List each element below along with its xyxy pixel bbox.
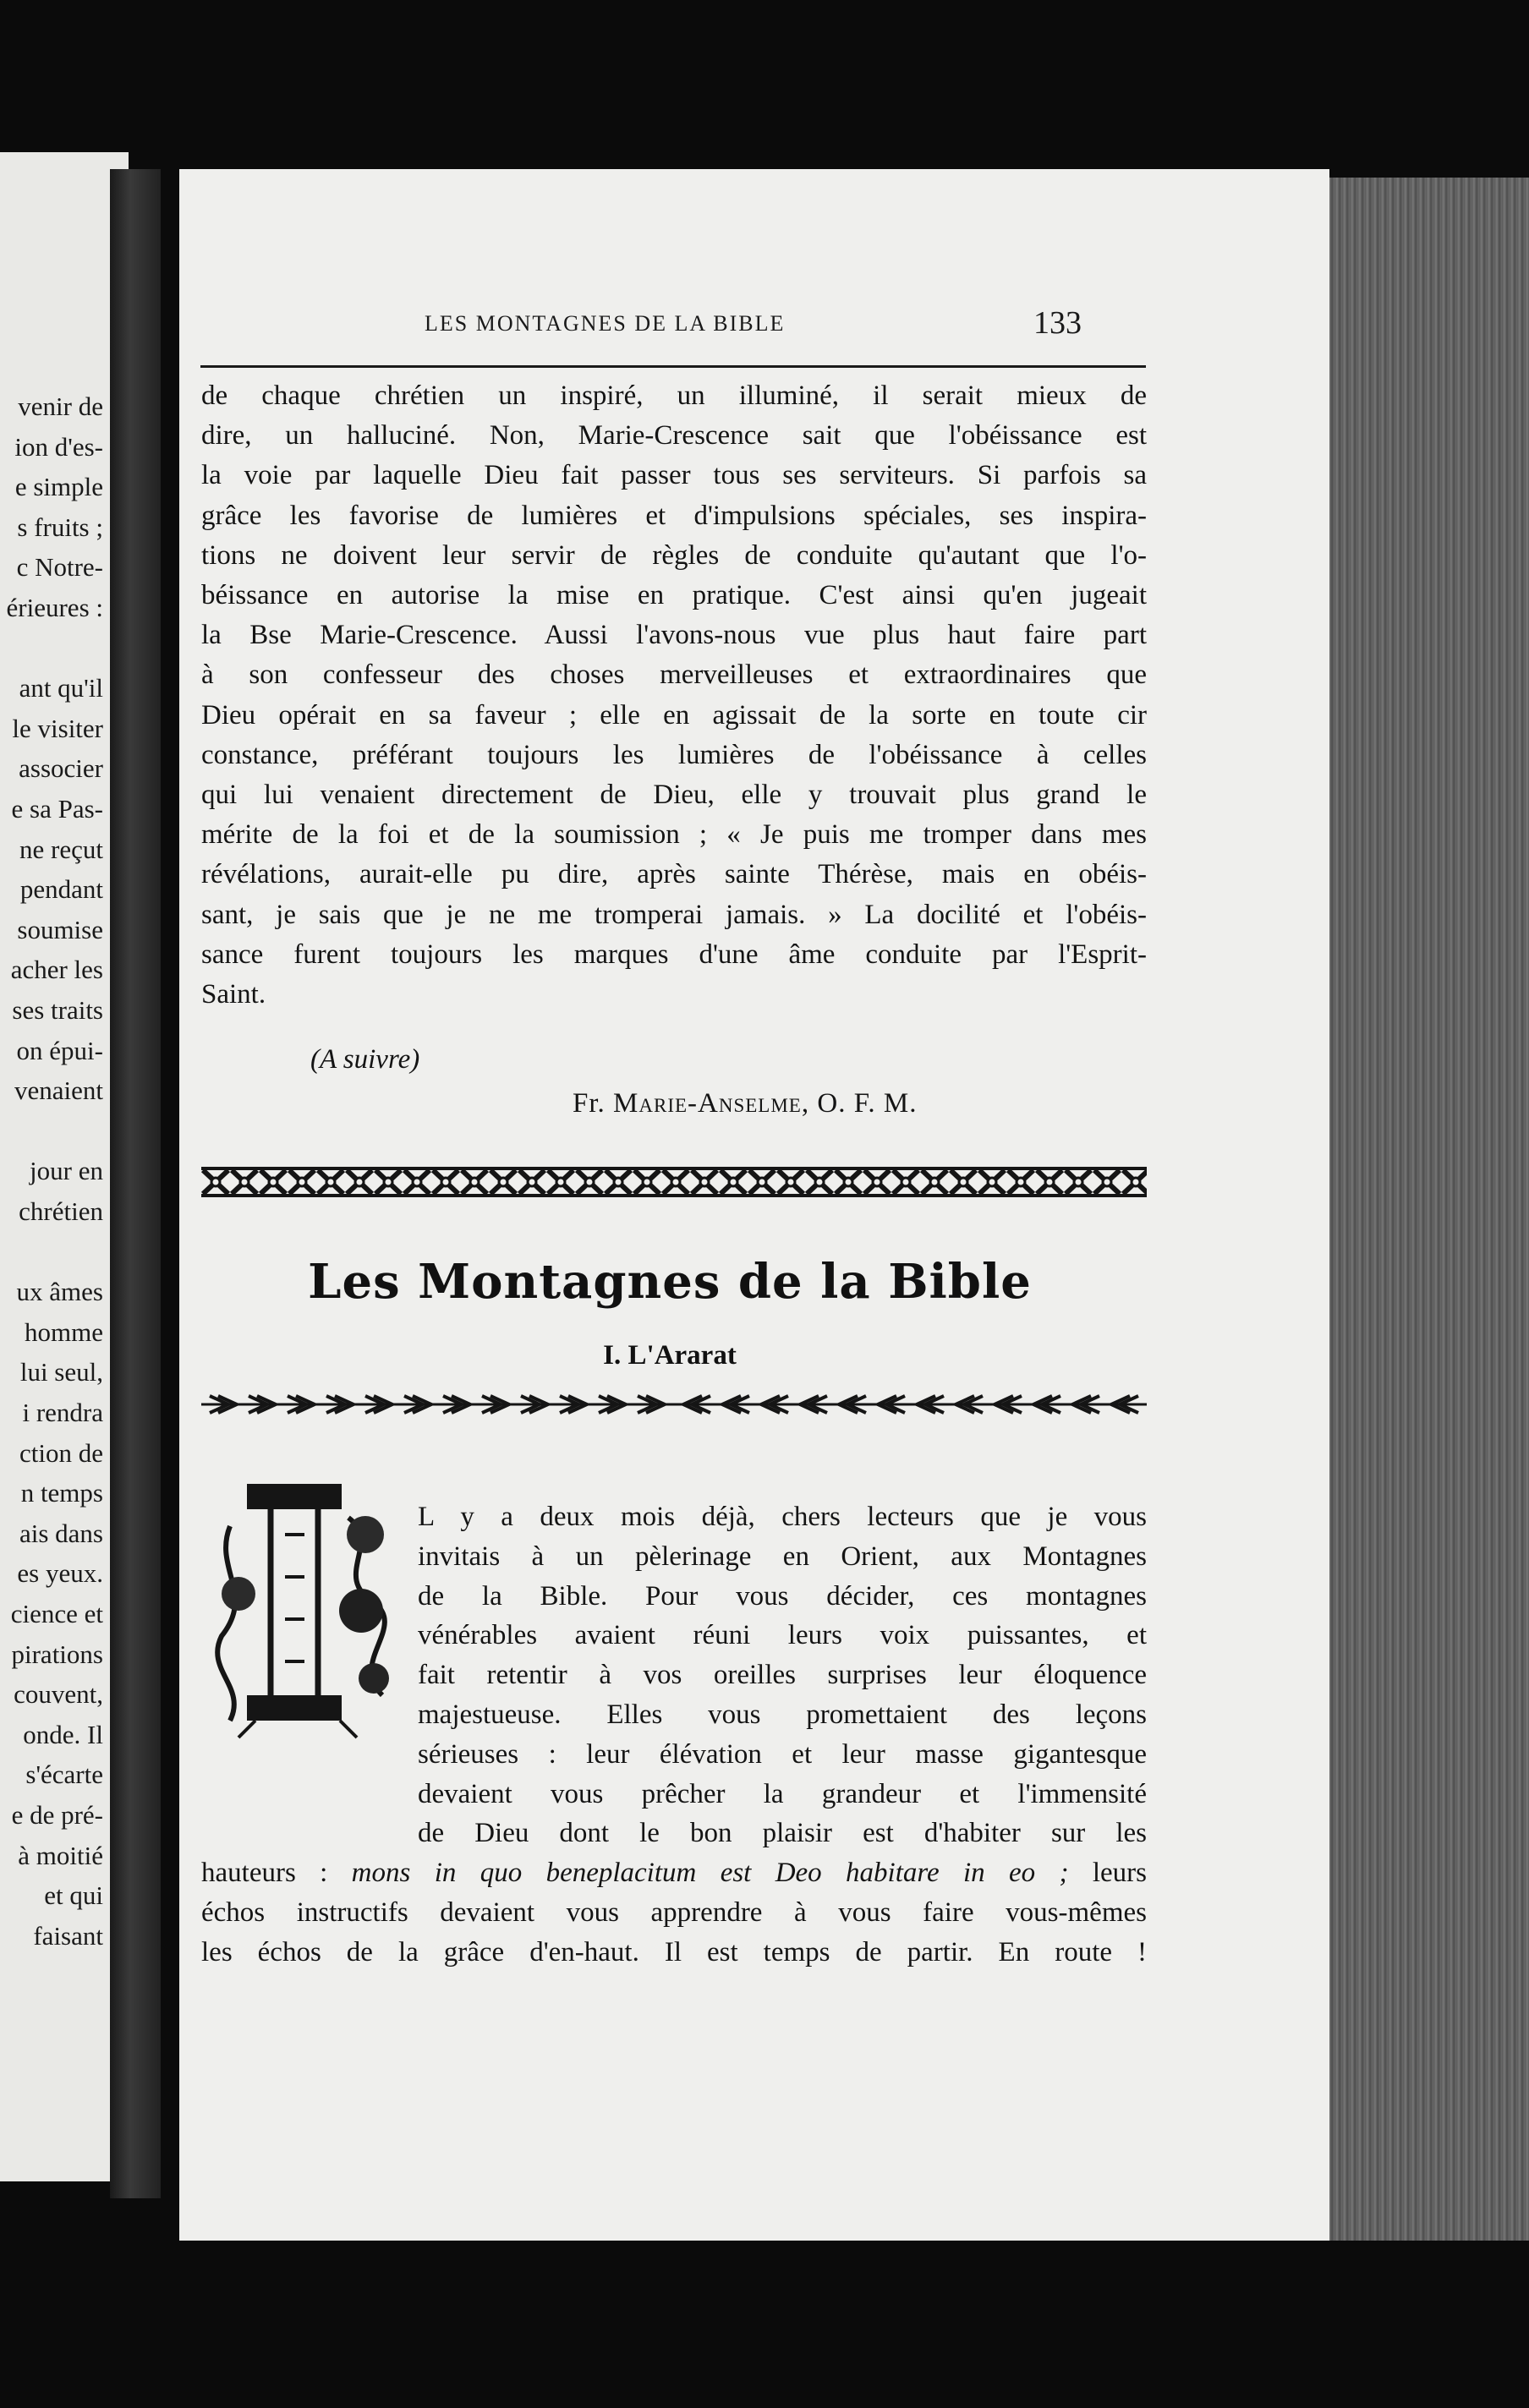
facing-page-line: érieures : [6, 593, 103, 622]
page-number: 133 [1033, 305, 1082, 341]
section-subtitle: I. L'Ararat [603, 1340, 737, 1371]
facing-page-line: c Notre- [16, 552, 103, 583]
facing-page-line: jour en [30, 1156, 103, 1186]
facing-page-line: le visiter [12, 713, 103, 743]
text-line: constance, préférant toujours les lumières de l'obéissance à celles [201, 739, 1147, 770]
facing-page-line: venir de [18, 391, 103, 421]
text-line: les échos de la grâce d'en-haut. Il est temps de partir. En route ! [201, 1936, 1147, 1967]
text-line: majestueuse. Elles vous promettaient des leçons [418, 1699, 1147, 1730]
facing-page-line: s'écarte [25, 1759, 103, 1790]
facing-page-line: e sa Pas- [11, 794, 103, 824]
text-line: qui lui venaient directement de Dieu, elle y trouvait plus grand le [201, 780, 1147, 810]
text-line: échos instructifs devaient vous apprendre à vous faire vous-mêmes [201, 1897, 1147, 1928]
text-line: de chaque chrétien un inspiré, un illuminé, il serait mieux de [201, 380, 1147, 411]
facing-page-line: acher les [10, 955, 103, 985]
text-line: grâce les favorise de lumières et d'impulsions spéciales, ses inspira- [201, 500, 1147, 531]
latin-suffix: leurs [1068, 1858, 1147, 1889]
facing-page-line: ais dans [19, 1518, 103, 1548]
section-title: Les Montagnes de la Bible [308, 1254, 1032, 1310]
facing-page-line: couvent, [14, 1679, 103, 1710]
text-line: de Dieu dont le bon plaisir est d'habiter sur les [418, 1818, 1147, 1849]
text-line: béissance en autorise la mise en pratique. C'est ainsi qu'en jugeait [201, 580, 1147, 610]
facing-page-line: pendant [19, 874, 103, 905]
author-signature [573, 1088, 918, 1119]
text-line: sérieuses : leur élévation et leur masse gigantesque [418, 1738, 1147, 1770]
signature-name: Marie-Anselme [613, 1088, 802, 1119]
facing-page-line: e de pré- [11, 1800, 103, 1830]
header-rule [200, 365, 1146, 368]
text-line: mérite de la foi et de la soumission ; « Je puis me tromper dans mes [201, 819, 1147, 851]
running-head: LES MONTAGNES DE LA BIBLE [425, 311, 786, 336]
facing-page-line: s fruits ; [17, 512, 103, 542]
facing-page-line: à moitié [18, 1840, 103, 1870]
arrow-border [201, 1393, 1147, 1416]
facing-page-line: cience et [10, 1599, 103, 1628]
facing-page-line: associer [19, 753, 103, 784]
text-line: Dieu opérait en sa faveur ; elle en agissait de la sorte en toute cir [201, 699, 1147, 731]
facing-page-line: soumise [17, 914, 103, 944]
text-line: la Bse Marie-Crescence. Aussi l'avons-nous vue plus haut faire part [201, 620, 1147, 651]
text-line: Saint. [201, 979, 266, 1010]
facing-page-line: pirations [11, 1639, 103, 1669]
facing-page-line: ses traits [12, 995, 103, 1025]
facing-page-line: lui seul, [19, 1357, 103, 1387]
facing-page-line: n temps [20, 1478, 103, 1508]
facing-page-line: e simple [14, 472, 103, 502]
facing-page-line: ux âmes [16, 1277, 103, 1307]
facing-page-line: ion d'es- [14, 431, 103, 462]
decorated-drop-cap [205, 1467, 408, 1746]
text-line: fait retentir à vos oreilles surprises leur éloquence [418, 1660, 1147, 1691]
text-line: dire, un halluciné. Non, Marie-Crescence sait que l'obéissance est [201, 420, 1147, 452]
text-line: devaient vous prêcher la grandeur et l'immensité [418, 1778, 1147, 1809]
text-line: à son confesseur des choses merveilleuses et extraordinaires que [201, 659, 1147, 691]
facing-page-line: on épui- [16, 1035, 103, 1065]
facing-page-line: ction de [19, 1437, 103, 1468]
latin-prefix: hauteurs : [201, 1858, 352, 1889]
book-page [179, 169, 1329, 2241]
latin-quote: mons in quo beneplacitum est Deo habitare in eo ; [351, 1858, 1069, 1889]
facing-page-line: chrétien [19, 1196, 103, 1226]
facing-page-line: onde. Il [23, 1719, 103, 1749]
text-line: sance furent toujours les marques d'une âme conduite par l'Esprit- [201, 939, 1147, 970]
facing-page-line: et qui [44, 1880, 103, 1911]
ornamental-band [201, 1167, 1147, 1197]
facing-page-line: faisant [33, 1920, 103, 1951]
facing-page-line: venaient [14, 1075, 103, 1106]
page-edges [1319, 178, 1529, 2241]
signature-suffix: , O. F. M. [801, 1088, 918, 1119]
to-be-continued: (A suivre) [310, 1044, 420, 1075]
facing-page-line: ne reçut [19, 834, 103, 864]
text-line: L y a deux mois déjà, chers lecteurs que je vous [418, 1502, 1147, 1532]
text-line: invitais à un pèlerinage en Orient, aux Montagnes [418, 1541, 1147, 1572]
text-line: sant, je sais que je ne me tromperai jamais. » La docilité et l'obéis- [201, 899, 1147, 930]
text-line: vénérables avaient réuni leurs voix puissantes, et [418, 1620, 1147, 1651]
facing-page-line: ant qu'il [19, 673, 103, 703]
text-line: tions ne doivent leur servir de règles de conduite qu'autant que l'o- [201, 539, 1147, 571]
facing-page-line: es yeux. [17, 1558, 103, 1589]
facing-page-line: homme [25, 1316, 103, 1347]
text-line: la voie par laquelle Dieu fait passer tous ses serviteurs. Si parfois sa [201, 460, 1147, 491]
facing-page-line: i rendra [22, 1398, 103, 1427]
signature-prefix: Fr. [573, 1088, 614, 1119]
book-gutter [110, 169, 161, 2198]
text-line: de la Bible. Pour vous décider, ces montagnes [418, 1580, 1147, 1612]
text-line-latin [201, 1859, 1147, 1887]
text-line: révélations, aurait-elle pu dire, après sainte Thérèse, mais en obéis- [201, 859, 1147, 890]
